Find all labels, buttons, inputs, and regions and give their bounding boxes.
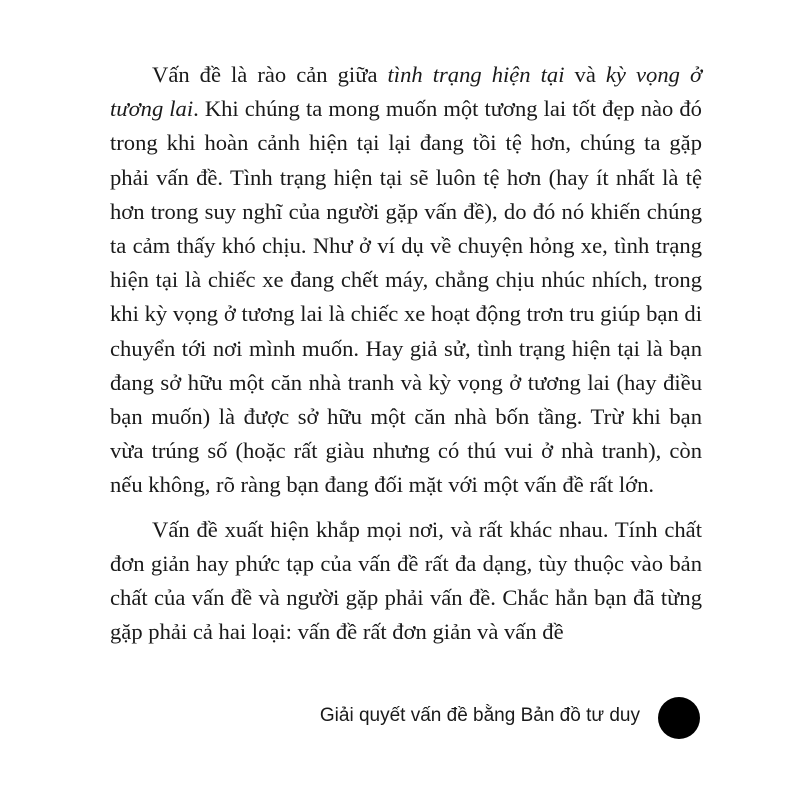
text-run: và — [564, 62, 606, 87]
italic-phrase: kỳ vọng ở tương lai — [110, 62, 703, 122]
body-text — [110, 58, 702, 649]
text-run: Vấn đề là rào cản giữa — [152, 62, 388, 87]
running-footer-title: Giải quyết vấn đề bằng Bản đồ tư duy — [319, 705, 640, 726]
italic-phrase: tình trạng hiện tại — [387, 62, 565, 87]
paragraph — [110, 513, 702, 650]
text-run: . Khi chúng ta mong muốn một tương lai tốt đẹp nào đó trong khi hoàn cảnh hiện tại lại đang tồi tệ hơn, chúng ta gặp phải vấn đề. Tình trạng hiện tại sẽ luôn tệ hơn (hay ít nhất là tệ hơn trong suy nghĩ của người gặp vấn đề), do đó nó khiến chúng ta cảm thấy khó chịu. Như ở ví dụ về chuyện hỏng xe, tình trạng hiện tại là chiếc xe đang chết máy, chẳng chịu nhúc nhích, trong khi kỳ vọng ở tương lai là chiếc xe hoạt động trơn tru giúp bạn di chuyển tới nơi mình muốn. Hay giả sử, tình trạng hiện tại là bạn đang sở hữu một căn nhà tranh và kỳ vọng ở tương lai (hay điều bạn muốn) là được sở hữu một căn nhà bốn tầng. Trừ khi bạn vừa trúng số (hoặc rất giàu nhưng có thú vui ở nhà tranh), còn nếu không, rõ ràng bạn đang đối mặt với một vấn đề rất lớn. — [110, 96, 702, 498]
page-marker-circle — [658, 697, 700, 739]
text-run: Vấn đề xuất hiện khắp mọi nơi, và rất khác nhau. Tính chất đơn giản hay phức tạp của vấn đề rất đa dạng, tùy thuộc vào bản chất của vấn đề và người gặp phải vấn đề. Chắc hẳn bạn đã từng gặp phải cả hai loại: vấn đề rất đơn giản và vấn đề — [110, 516, 702, 645]
paragraph — [110, 58, 702, 503]
